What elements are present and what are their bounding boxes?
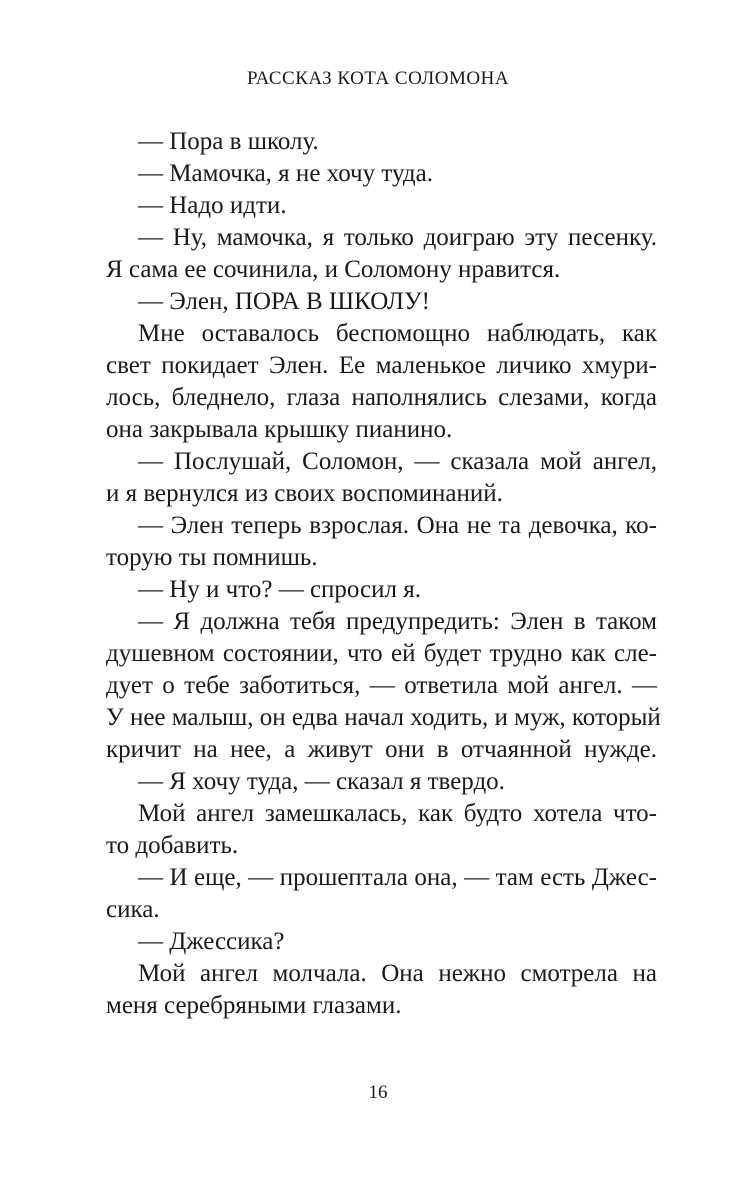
text-line: Мой ангел замешкалась, как будто хотела что- (138, 800, 657, 827)
text-line: кричит на нее, а живут они в отчаянной нужде. (106, 736, 657, 763)
text-line: Мне оставалось беспомощно наблюдать, как (138, 320, 657, 347)
text-line: — Элен теперь взрослая. Она не та девочка, ко- (138, 512, 657, 539)
body-text (106, 126, 661, 1022)
text-line: меня серебряными глазами. (106, 992, 402, 1019)
running-head: РАССКАЗ КОТА СОЛОМОНА (246, 68, 510, 89)
text-line: свет покидает Элен. Ее маленькое личико хмури- (106, 352, 657, 379)
page-number: 16 (368, 1082, 388, 1103)
text-line: — Я должна тебя предупредить: Элен в таком (138, 608, 657, 635)
text-line: — Послушай, Соломон, — сказала мой ангел, (138, 448, 657, 475)
text-line: дует о тебе заботиться, — ответила мой ангел. — (106, 672, 657, 699)
text-line: — Ну и что? — спросил я. (138, 576, 421, 603)
text-line: Я сама ее сочинила, и Соломону нравится. (106, 256, 561, 283)
text-line: то добавить. (106, 832, 239, 859)
text-line: лось, бледнело, глаза наполнялись слезами, когда (106, 384, 657, 411)
text-line: — Джессика? (138, 928, 285, 955)
text-line: У нее малыш, он едва начал ходить, и муж, который (106, 704, 661, 731)
text-line: Мой ангел молчала. Она нежно смотрела на (138, 960, 657, 987)
text-line: — Элен, ПОРА В ШКОЛУ! (138, 288, 430, 315)
text-line: — Надо идти. (138, 192, 287, 219)
text-line: — Я хочу туда, — сказал я твердо. (138, 768, 505, 795)
text-line: — И еще, — прошептала она, — там есть Джес- (138, 864, 657, 891)
text-line: сика. (106, 896, 160, 923)
text-line: — Пора в школу. (138, 128, 319, 155)
text-line: душевном состоянии, что ей будет трудно как сле- (106, 640, 657, 667)
text-line: — Мамочка, я не хочу туда. (138, 160, 433, 187)
text-line: она закрывала крышку пианино. (106, 416, 453, 443)
text-line: и я вернулся из своих воспоминаний. (106, 480, 503, 507)
text-line: торую ты помнишь. (106, 544, 318, 571)
text-line: — Ну, мамочка, я только доиграю эту песенку. (138, 224, 657, 251)
